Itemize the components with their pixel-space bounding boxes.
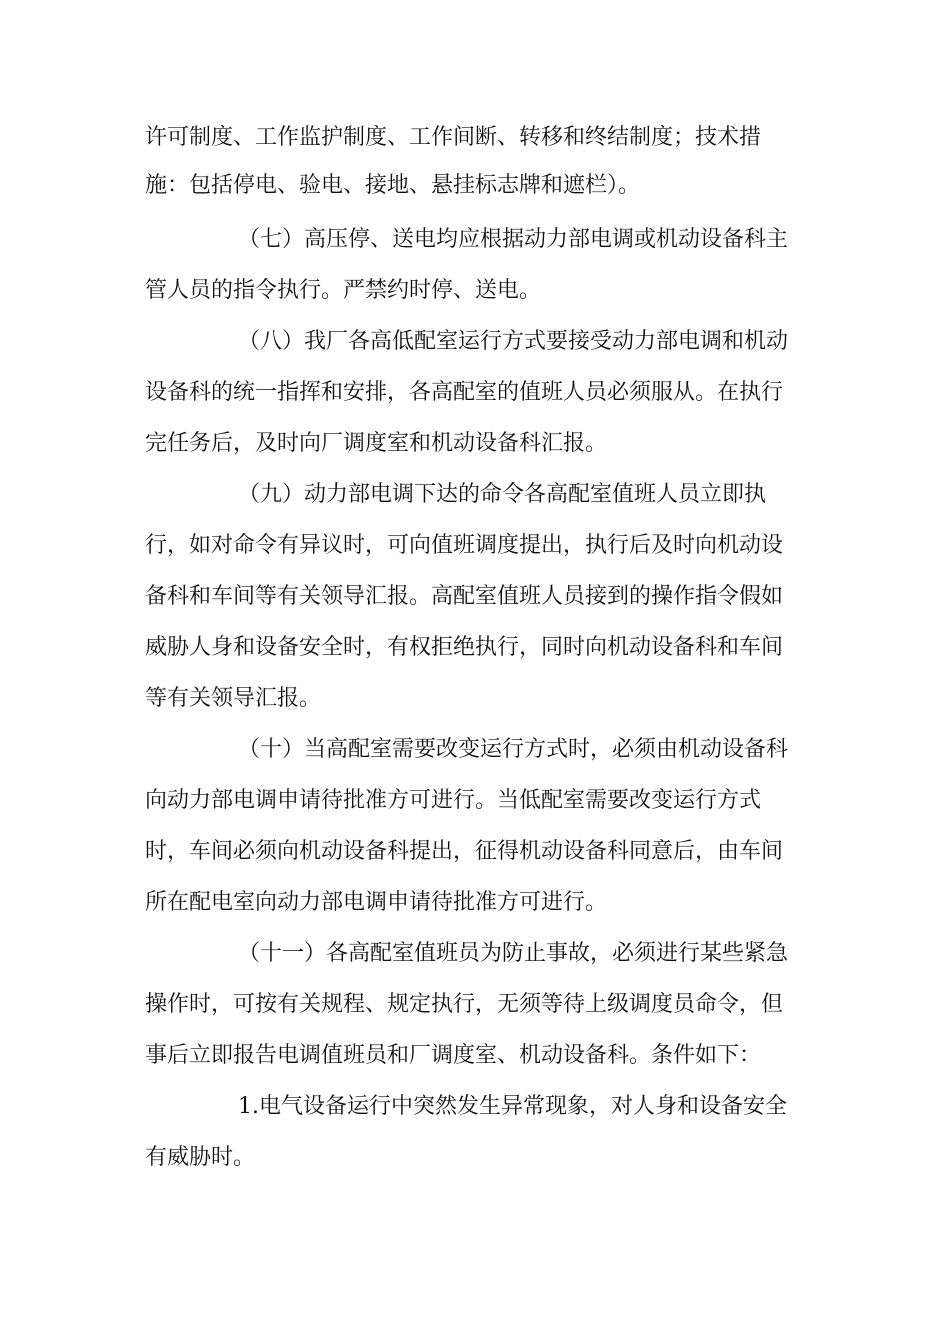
text-line: 所在配电室向动力部电调申请待批准方可进行。 bbox=[145, 890, 608, 915]
text-line: （八）我厂各高低配室运行方式要接受动力部电调和机动 bbox=[238, 329, 789, 354]
text-line: 威胁人身和设备安全时，有权拒绝执行，同时向机动设备科和车间 bbox=[145, 635, 784, 660]
text-line: 许可制度、工作监护制度、工作间断、转移和终结制度；技术措 bbox=[145, 125, 762, 150]
text-line: 管人员的指令执行。严禁约时停、送电。 bbox=[145, 278, 542, 303]
text-line: 有威胁时。 bbox=[145, 1145, 256, 1170]
text-line: 完任务后，及时向厂调度室和机动设备科汇报。 bbox=[145, 431, 608, 456]
text-line: 施：包括停电、验电、接地、悬挂标志牌和遮栏）。 bbox=[145, 173, 641, 198]
text-line: 行，如对命令有异议时，可向值班调度提出，执行后及时向机动设 bbox=[145, 533, 784, 558]
text-line: 时，车间必须向机动设备科提出，征得机动设备科同意后，由车间 bbox=[145, 839, 784, 864]
text-line: 等有关领导汇报。 bbox=[145, 686, 322, 711]
text-line: 事后立即报告电调值班员和厂调度室、机动设备科。条件如下： bbox=[145, 1043, 762, 1068]
text-line: （七）高压停、送电均应根据动力部电调或机动设备科主 bbox=[238, 227, 789, 252]
text-line: 设备科的统一指挥和安排，各高配室的值班人员必须服从。在执行 bbox=[145, 380, 784, 405]
text-line: 向动力部电调申请待批准方可进行。当低配室需要改变运行方式 bbox=[145, 788, 762, 813]
text-line: 备科和车间等有关领导汇报。高配室值班人员接到的操作指令假如 bbox=[145, 584, 784, 609]
text-line: 操作时，可按有关规程、规定执行，无须等待上级调度员命令，但 bbox=[145, 992, 784, 1017]
text-line: 1.电气设备运行中突然发生异常现象，对人身和设备安全 bbox=[238, 1094, 787, 1119]
text-line: （十一）各高配室值班员为防止事故，必须进行某些紧急 bbox=[238, 941, 789, 966]
text-line: （九）动力部电调下达的命令各高配室值班人员立即执 bbox=[238, 482, 767, 507]
text-line: （十）当高配室需要改变运行方式时，必须由机动设备科 bbox=[238, 737, 789, 762]
